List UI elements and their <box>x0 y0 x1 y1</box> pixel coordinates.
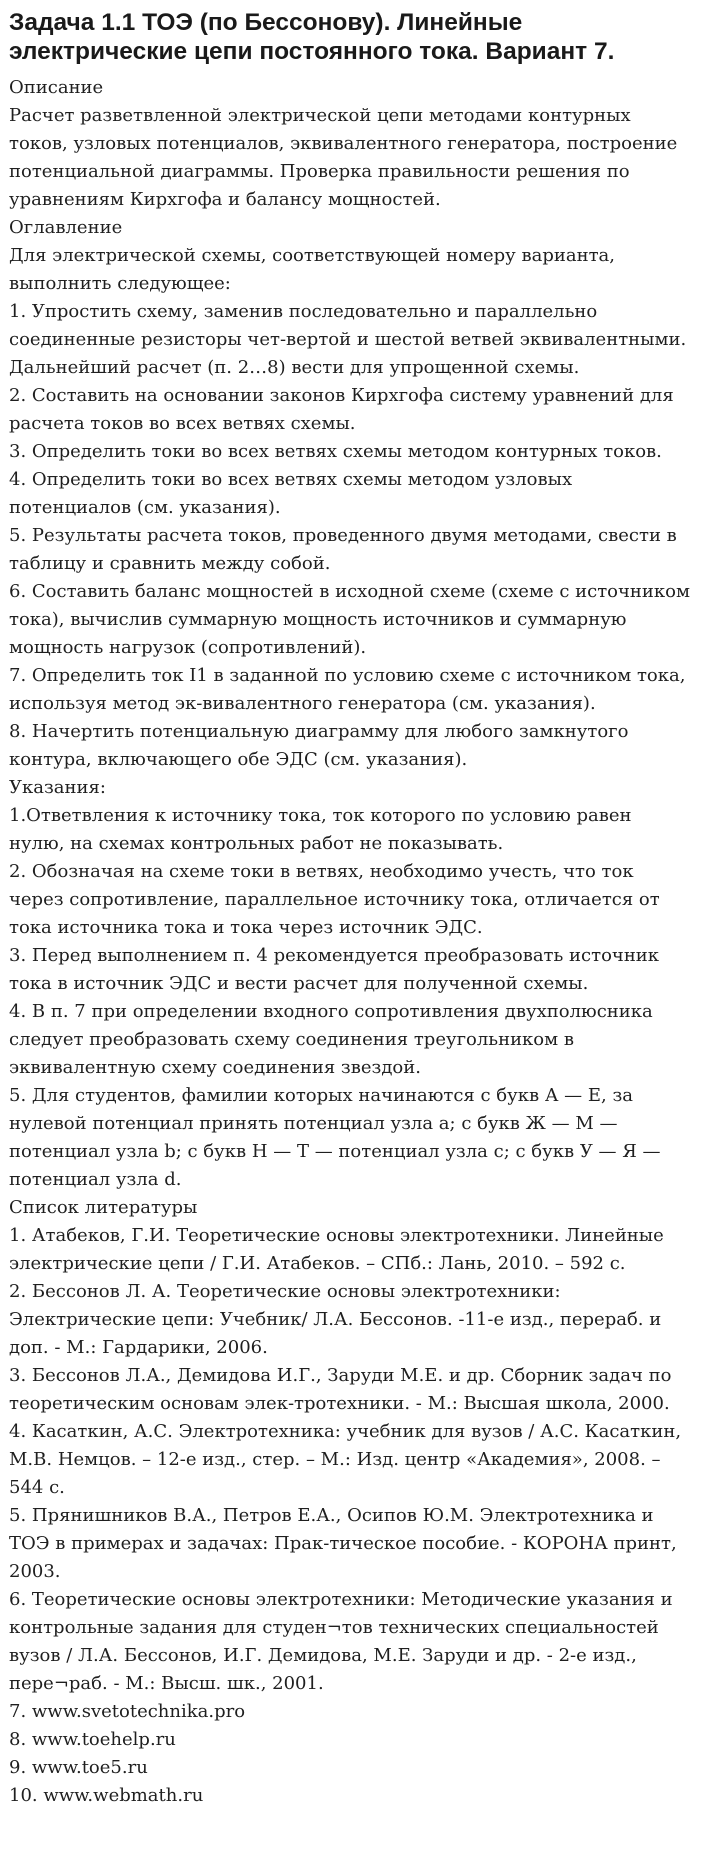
description-heading: Описание <box>9 77 104 98</box>
description-text: Расчет разветвленной электрической цепи методами контурных токов, узловых потенциалов, эквивалентного генератора, построение потенциальной диаграммы. Проверка правильности решения по уравнениям Кирхгофа и балансу мощностей. <box>9 105 678 210</box>
contents-heading: Оглавление <box>9 217 123 238</box>
note-item: 2. Обозначая на схеме токи в ветвях, необходимо учесть, что ток через сопротивление, параллельное источнику тока, отличается от тока источника тока и тока через источник ЭДС. <box>9 861 660 938</box>
page-title: Задача 1.1 ТОЭ (по Бессонову). Линейные электрические цепи постоянного тока. Вариант 7. <box>9 9 615 65</box>
reference-item: 4. Касаткин, А.С. Электротехника: учебник для вузов / А.С. Касаткин, М.В. Немцов. – 12-е изд., стер. – М.: Изд. центр «Академия», 2008. – 544 с. <box>9 1421 682 1498</box>
reference-item: 10. www.webmath.ru <box>9 1785 204 1806</box>
task-item: 4. Определить токи во всех ветвях схемы методом узловых потенциалов (см. указания). <box>9 469 573 518</box>
reference-item: 8. www.toehelp.ru <box>9 1729 176 1750</box>
contents-intro: Для электрической схемы, соответствующей номеру варианта, выполнить следующее: <box>9 245 615 294</box>
task-item: 3. Определить токи во всех ветвях схемы методом контурных токов. <box>9 441 662 462</box>
reference-item: 2. Бессонов Л. А. Теоретические основы электротехники: Электрические цепи: Учебник/ Л.А. Бессонов. -11-е изд., перераб. и доп. - М.: Гардарики, 2006. <box>9 1281 662 1358</box>
task-item: 7. Определить ток I1 в заданной по условию схеме с источником тока, используя метод эк-вивалентного генератора (см. указания). <box>9 665 686 714</box>
reference-item: 1. Атабеков, Г.И. Теоретические основы электротехники. Линейные электрические цепи / Г.И. Атабеков. – СПб.: Лань, 2010. – 592 с. <box>9 1225 664 1274</box>
reference-item: 9. www.toe5.ru <box>9 1757 148 1778</box>
note-item: 3. Перед выполнением п. 4 рекомендуется преобразовать источник тока в источник ЭДС и вести расчет для полученной схемы. <box>9 945 660 994</box>
note-item: 5. Для студентов, фамилии которых начинаются с букв А — Е, за нулевой потенциал принять потенциал узла a; с букв Ж — М — потенциал узла b; с букв Н — Т — потенциал узла c; с букв У — Я — потенциал узла d. <box>9 1085 661 1190</box>
task-item: 6. Составить баланс мощностей в исходной схеме (схеме с источником тока), вычислив суммарную мощность источников и суммарную мощность нагрузок (сопротивлений). <box>9 581 690 658</box>
note-item: 1.Ответвления к источнику тока, ток которого по условию равен нулю, на схемах контрольных работ не показывать. <box>9 805 632 854</box>
references-heading: Список литературы <box>9 1197 198 1218</box>
reference-item: 5. Прянишников В.А., Петров Е.А., Осипов Ю.М. Электротехника и ТОЭ в примерах и задачах: Прак-тическое пособие. - КОРОНА принт, 2003. <box>9 1505 677 1582</box>
note-item: 4. В п. 7 при определении входного сопротивления двухполюсника следует преобразовать схему соединения треугольником в эквивалентную схему соединения звездой. <box>9 1001 653 1078</box>
task-item: 8. Начертить потенциальную диаграмму для любого замкнутого контура, включающего обе ЭДС (см. указания). <box>9 721 629 770</box>
reference-item: 7. www.svetotechnika.pro <box>9 1701 246 1722</box>
task-item: 2. Составить на основании законов Кирхгофа систему уравнений для расчета токов во всех ветвях схемы. <box>9 385 674 434</box>
notes-heading: Указания: <box>9 777 106 798</box>
reference-item: 6. Теоретические основы электротехники: Методические указания и контрольные задания для студен¬тов технических специальностей вузов / Л.А. Бессонов, И.Г. Демидова, М.Е. Заруди и др. - 2-е изд., пере¬раб. - М.: Высш. шк., 2001. <box>9 1589 673 1694</box>
task-item: 5. Результаты расчета токов, проведенного двумя методами, свести в таблицу и сравнить между собой. <box>9 525 677 574</box>
reference-item: 3. Бессонов Л.А., Демидова И.Г., Заруди М.Е. и др. Сборник задач по теоретическим основам элек-тротехники. - М.: Высшая школа, 2000. <box>9 1365 672 1414</box>
task-item: 1. Упростить схему, заменив последовательно и параллельно соединенные резисторы чет-вертой и шестой ветвей эквивалентными. Дальнейший расчет (п. 2…8) вести для упрощенной схемы. <box>9 301 687 378</box>
